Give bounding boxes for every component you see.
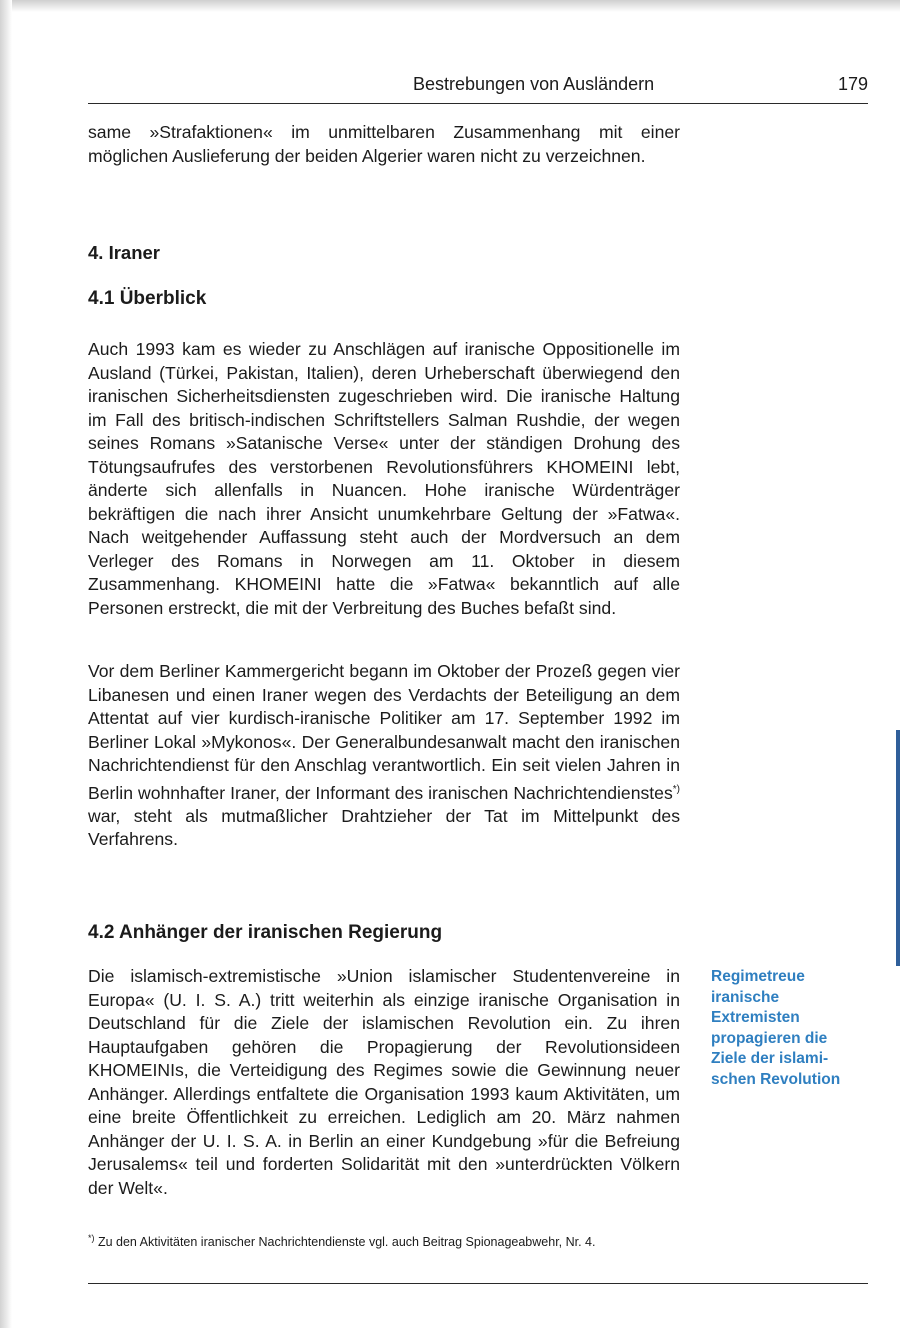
paragraph-overview: Auch 1993 kam es wieder zu Anschlägen auf iranische Oppositionelle im Ausland (Türkei, Pakistan, Italien), deren Urheberschaft überwiegend den iranischen Sicherheitsdiensten zugeschrieben wird. Die iranische Haltung im Fall des britisch-indischen Schriftstellers Salman Rushdie, der wegen seines Romans »Satanische Verse« unter der ständigen Drohung des Tötungsaufrufes des verstorbenen Revolutionsführers KHOMEINI lebt, änderte sich allenfalls in Nuancen. Hohe iranische Würdenträger bekräftigen die nach ihrer Ansicht unumkehrbare Geltung der »Fatwa«. Nach weitgehender Auffassung steht auch der Mordversuch an dem Verleger des Romans in Norwegen am 11. Oktober in diesem Zusammenhang. KHOMEINI hatte die »Fatwa« bekanntlich auf alle Personen erstreckt, die mit der Verbreitung des Buches befaßt sind. bbox=[88, 339, 680, 618]
margin-note bbox=[711, 967, 871, 1091]
paragraph-uisa: Die islamisch-extremistische »Union islamischer Studentenvereine in Europa« (U. I. S. A.) tritt weiterhin als einzige iranische Organisation in Deutschland für die Ziele der islamischen Revolution ein. Zu ihren Hauptaufgaben gehören die Propagierung der Revolutionsideen KHOMEINIs, die Verteidigung des Regimes sowie die Gewinnung neuer Anhänger. Allerdings entfaltete die Organisation 1993 kaum Aktivitäten, um eine breite Öffentlichkeit zu erreichen. Lediglich am 20. März nahmen Anhänger der U. I. S. A. in Berlin an einer Kundgebung »für die Befreiung Jerusalems« teil und forderten Solidarität mit den »unterdrückten Völkern der Welt«. bbox=[88, 966, 680, 1198]
paragraph-mykonos-trial bbox=[88, 660, 680, 852]
margin-marker bbox=[896, 730, 900, 966]
scan-shadow-top bbox=[0, 0, 900, 12]
footnote bbox=[88, 1230, 688, 1251]
section-heading-iraner: 4. Iraner bbox=[88, 242, 160, 263]
header-divider bbox=[88, 103, 868, 104]
footnote-mark: *) bbox=[88, 1233, 95, 1243]
subsection-heading-ueberblick: 4.1 Überblick bbox=[88, 288, 207, 309]
subsection-heading-anhaenger: 4.2 Anhänger der iranischen Regierung bbox=[88, 922, 443, 943]
page-header bbox=[88, 74, 868, 100]
footer-divider bbox=[88, 1283, 868, 1284]
paragraph-continuation: same »Strafaktionen« im unmittelbaren Zusammenhang mit einer möglichen Auslieferung der beiden Algerier waren nicht zu verzeichnen. bbox=[88, 122, 680, 166]
margin-note-line: Ziele der islami- bbox=[711, 1050, 829, 1068]
paragraph-mykonos-text: Vor dem Berliner Kammergericht begann im Oktober der Prozeß gegen vier Libanesen und einen Iraner wegen des Verdachts der Beteiligung an dem Attentat auf vier kurdisch-iranische Politiker am 17. September 1992 im Berliner Lokal »Mykonos«. Der Generalbundesanwalt macht den iranischen Nachrichtendienst für den Anschlag verantwortlich. Ein seit vielen Jahren in Berlin wohnhafter Iraner, der Informant des iranischen Nachrichtendienstes bbox=[88, 661, 680, 803]
margin-note-line: schen Revolution bbox=[711, 1070, 841, 1088]
footnote-text: Zu den Aktivitäten iranischer Nachrichtendienste vgl. auch Beitrag Spionageabwehr, Nr. 4. bbox=[94, 1235, 596, 1250]
margin-note-line: Regimetreue bbox=[711, 968, 805, 985]
margin-note-line: iranische bbox=[711, 988, 780, 1006]
footnote-reference: *) bbox=[672, 783, 680, 795]
scan-shadow-left bbox=[0, 0, 12, 1328]
page-number: 179 bbox=[837, 74, 868, 94]
margin-note-line: Extremisten bbox=[711, 1009, 800, 1027]
margin-note-line: propagieren die bbox=[711, 1029, 828, 1047]
paragraph-mykonos-text-end: war, steht als mutmaßlicher Drahtzieher der Tat im Mittelpunkt des Verfahrens. bbox=[88, 805, 680, 850]
running-title: Bestrebungen von Ausländern bbox=[413, 74, 655, 94]
